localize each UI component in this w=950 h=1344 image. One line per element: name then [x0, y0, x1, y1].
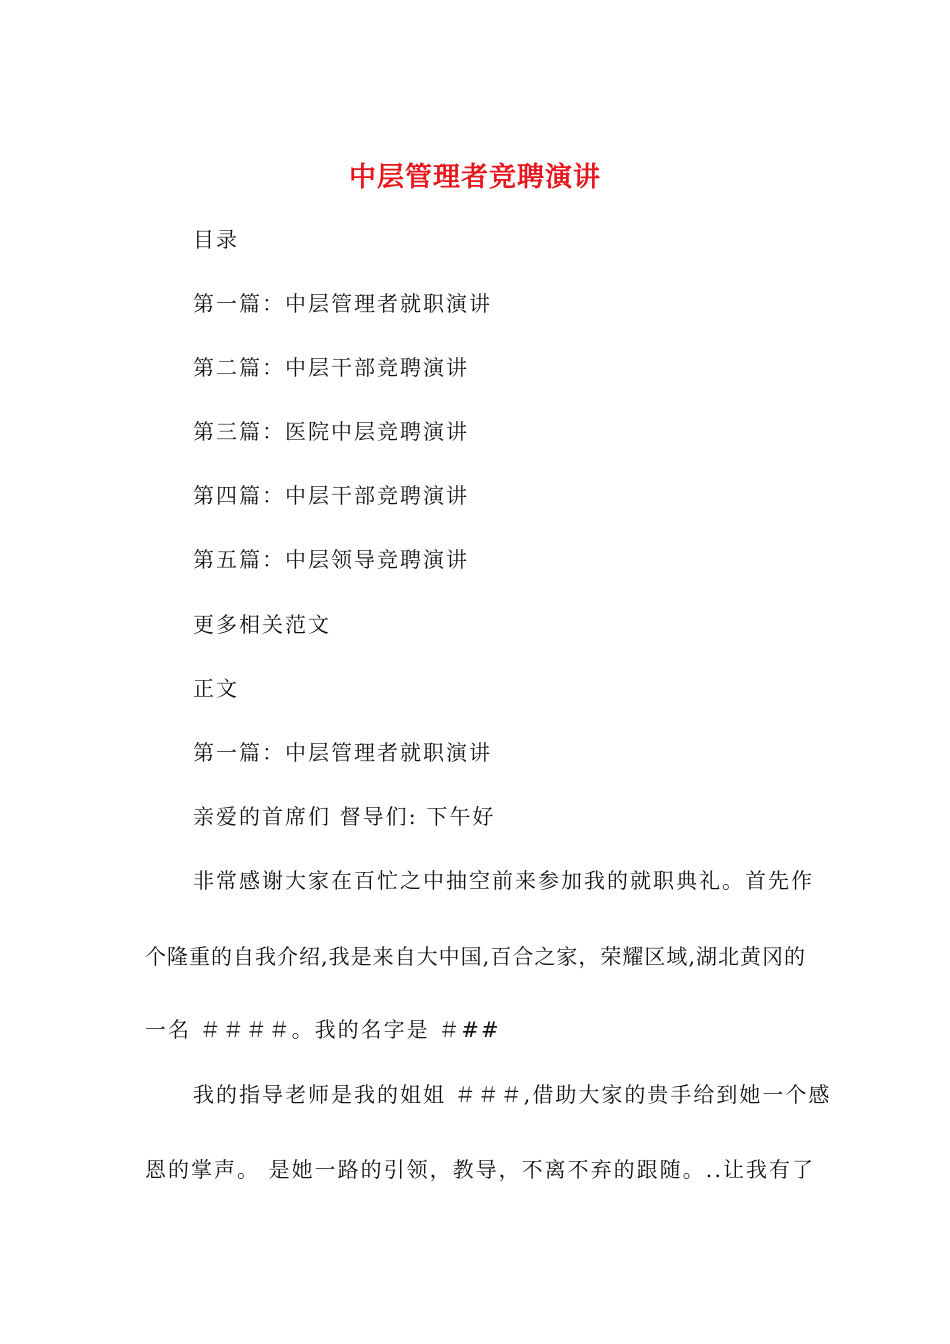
paragraph-2-line-2: 恩的掌声。 是她一路的引领，教导，不离不弃的跟随。..让我有了 — [145, 1158, 816, 1182]
more-articles-link[interactable]: 更多相关范文 — [193, 613, 331, 637]
paragraph-2-line-1: 我的指导老师是我的姐姐 ＃＃＃,借助大家的贵手给到她一个感 — [193, 1083, 832, 1107]
toc-item-5[interactable]: 第五篇：中层领导竞聘演讲 — [193, 548, 469, 572]
toc-item-3[interactable]: 第三篇：医院中层竞聘演讲 — [193, 420, 469, 444]
paragraph-1-line-2: 个隆重的自我介绍,我是来自大中国,百合之家，荣耀区域,湖北黄冈的 — [145, 945, 807, 969]
toc-item-1[interactable]: 第一篇：中层管理者就职演讲 — [193, 292, 492, 316]
body-heading: 正文 — [193, 677, 239, 701]
paragraph-1-line-1: 非常感谢大家在百忙之中抽空前来参加我的就职典礼。首先作 — [193, 869, 814, 893]
toc-heading: 目录 — [193, 228, 239, 252]
section-title: 第一篇：中层管理者就职演讲 — [193, 741, 492, 765]
paragraph-1-line-3: 一名 ＃＃＃＃。我的名字是 ＃## — [145, 1018, 501, 1042]
toc-item-4[interactable]: 第四篇：中层干部竞聘演讲 — [193, 484, 469, 508]
greeting-line: 亲爱的首席们 督导们: 下午好 — [193, 805, 496, 829]
toc-item-2[interactable]: 第二篇：中层干部竞聘演讲 — [193, 356, 469, 380]
document-title: 中层管理者竞聘演讲 — [349, 162, 601, 193]
